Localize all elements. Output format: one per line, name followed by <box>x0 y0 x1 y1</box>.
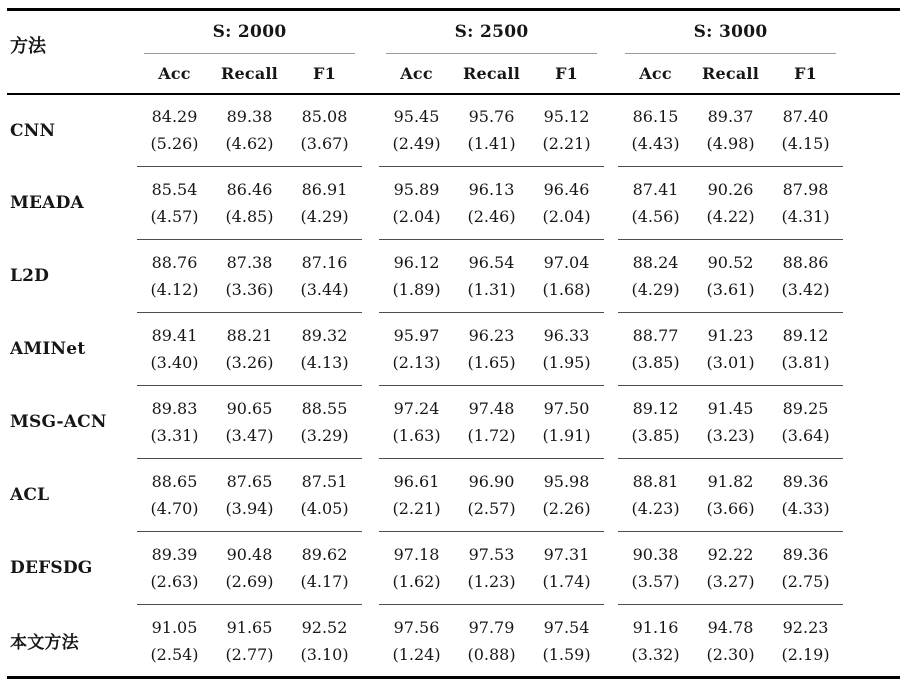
metric-value: 97.31 <box>543 545 590 564</box>
metric-cell <box>212 313 287 386</box>
metric-std: (3.26) <box>225 353 274 372</box>
metric-std: (4.85) <box>225 207 274 226</box>
metric-header-recall: Recall <box>212 54 287 94</box>
metric-value: 88.65 <box>151 472 198 491</box>
metric-cell <box>287 313 362 386</box>
metric-cell <box>454 532 529 605</box>
metric-std: (1.74) <box>542 572 591 591</box>
metric-cell <box>212 94 287 167</box>
metric-value: 89.41 <box>151 326 198 345</box>
column-gap <box>604 386 618 459</box>
table-row <box>7 605 900 678</box>
column-gap <box>843 386 900 459</box>
metric-value: 92.23 <box>782 617 829 637</box>
metric-value: 89.12 <box>632 399 679 418</box>
metric-value: 95.97 <box>393 326 440 345</box>
metric-value: 96.61 <box>393 472 440 491</box>
metric-std: (1.62) <box>392 572 441 591</box>
metric-std: (1.24) <box>392 644 441 664</box>
metric-std: (3.57) <box>631 572 680 591</box>
metric-std: (3.23) <box>706 426 755 445</box>
metric-cell <box>529 459 604 532</box>
metric-cell <box>212 167 287 240</box>
metric-std: (1.31) <box>467 280 516 299</box>
metric-cell <box>529 532 604 605</box>
column-gap <box>604 459 618 532</box>
metric-value: 95.98 <box>543 472 590 491</box>
metric-cell <box>454 94 529 167</box>
metric-std: (1.59) <box>542 644 591 664</box>
metric-std: (1.41) <box>467 134 516 154</box>
group-header-s3000: S: 3000 <box>618 10 843 54</box>
metric-std: (4.12) <box>150 280 199 299</box>
metric-std: (2.77) <box>225 644 274 664</box>
table-row <box>7 167 900 240</box>
method-column-header: 方法 <box>7 3 137 87</box>
metric-cell <box>618 386 693 459</box>
metric-value: 92.22 <box>707 545 754 564</box>
column-gap <box>604 94 618 167</box>
metric-std: (0.88) <box>467 644 516 664</box>
metric-header-recall: Recall <box>693 54 768 94</box>
metric-std: (2.19) <box>781 644 830 664</box>
metric-value: 96.33 <box>543 326 590 345</box>
metric-cell <box>379 386 454 459</box>
metric-value: 89.83 <box>151 399 198 418</box>
table-row <box>7 459 900 532</box>
metric-value: 88.81 <box>632 472 679 491</box>
metric-value: 91.16 <box>632 617 679 637</box>
metric-std: (1.68) <box>542 280 591 299</box>
column-gap <box>843 313 900 386</box>
metric-value: 88.21 <box>226 326 273 345</box>
metric-cell <box>693 605 768 678</box>
metric-cell <box>287 532 362 605</box>
method-name: MEADA <box>10 193 84 213</box>
metric-std: (3.32) <box>631 644 680 664</box>
metric-cell <box>137 386 212 459</box>
table-row <box>7 240 900 313</box>
metric-value: 97.53 <box>468 545 515 564</box>
metric-value: 89.36 <box>782 472 829 491</box>
metric-std: (4.43) <box>631 134 680 154</box>
method-name: MSG-ACN <box>10 412 107 432</box>
metric-std: (2.69) <box>225 572 274 591</box>
metric-std: (3.47) <box>225 426 274 445</box>
metric-cell <box>454 386 529 459</box>
metric-std: (3.44) <box>300 280 349 299</box>
metric-cell <box>137 605 212 678</box>
column-gap <box>843 167 900 240</box>
metric-value: 84.29 <box>151 107 198 127</box>
metric-std: (3.94) <box>225 499 274 518</box>
results-table <box>7 8 900 679</box>
metric-cell <box>529 386 604 459</box>
column-gap <box>604 313 618 386</box>
metric-value: 88.24 <box>632 253 679 272</box>
metric-value: 90.48 <box>226 545 273 564</box>
column-gap <box>362 532 379 605</box>
metric-header-acc: Acc <box>379 54 454 94</box>
metric-std: (3.31) <box>150 426 199 445</box>
metric-value: 85.08 <box>301 107 348 127</box>
metric-std: (1.63) <box>392 426 441 445</box>
metric-value: 91.05 <box>151 617 198 637</box>
metric-cell <box>212 605 287 678</box>
metric-cell <box>529 605 604 678</box>
metric-value: 96.90 <box>468 472 515 491</box>
metric-value: 96.46 <box>543 180 590 199</box>
metric-cell <box>768 94 843 167</box>
metric-value: 97.24 <box>393 399 440 418</box>
metric-std: (3.42) <box>781 280 830 299</box>
metric-cell <box>454 605 529 678</box>
metric-value: 97.50 <box>543 399 590 418</box>
metric-std: (3.67) <box>300 134 349 154</box>
metric-value: 89.37 <box>707 107 754 127</box>
metric-cell <box>693 240 768 313</box>
method-name: CNN <box>10 120 56 141</box>
column-gap <box>843 605 900 678</box>
method-name: ACL <box>10 485 50 505</box>
metric-value: 97.04 <box>543 253 590 272</box>
metric-std: (3.81) <box>781 353 830 372</box>
metric-value: 86.46 <box>226 180 273 199</box>
metric-std: (2.63) <box>150 572 199 591</box>
metric-value: 89.32 <box>301 326 348 345</box>
table-row <box>7 386 900 459</box>
metric-std: (2.30) <box>706 644 755 664</box>
metric-std: (3.29) <box>300 426 349 445</box>
metric-cell <box>287 240 362 313</box>
metric-value: 88.55 <box>301 399 348 418</box>
metric-cell <box>768 386 843 459</box>
metric-cell <box>379 313 454 386</box>
metric-std: (4.29) <box>631 280 680 299</box>
metric-value: 90.65 <box>226 399 273 418</box>
metric-std: (2.26) <box>542 499 591 518</box>
metric-cell <box>618 240 693 313</box>
metric-value: 91.82 <box>707 472 754 491</box>
metric-std: (4.70) <box>150 499 199 518</box>
metric-value: 91.23 <box>707 326 754 345</box>
metric-cell <box>379 532 454 605</box>
metric-std: (2.49) <box>392 134 441 154</box>
metric-cell <box>137 94 212 167</box>
metric-value: 91.45 <box>707 399 754 418</box>
table-row <box>7 313 900 386</box>
metric-cell <box>287 386 362 459</box>
column-gap <box>362 313 379 386</box>
metric-cell <box>768 532 843 605</box>
metric-std: (3.27) <box>706 572 755 591</box>
column-gap <box>604 10 618 94</box>
metric-cell <box>137 240 212 313</box>
metric-cell <box>768 605 843 678</box>
metric-std: (5.26) <box>150 134 199 154</box>
metric-std: (4.57) <box>150 207 199 226</box>
metric-std: (1.91) <box>542 426 591 445</box>
metric-cell <box>618 532 693 605</box>
metric-std: (1.72) <box>467 426 516 445</box>
column-gap <box>604 532 618 605</box>
column-gap <box>604 167 618 240</box>
column-gap <box>604 240 618 313</box>
metric-std: (2.21) <box>392 499 441 518</box>
metric-std: (2.21) <box>542 134 591 154</box>
metric-value: 87.51 <box>301 472 348 491</box>
metric-value: 87.98 <box>782 180 829 199</box>
metric-value: 91.65 <box>226 617 273 637</box>
metric-std: (1.65) <box>467 353 516 372</box>
metric-value: 88.77 <box>632 326 679 345</box>
metric-value: 95.89 <box>393 180 440 199</box>
metric-value: 87.65 <box>226 472 273 491</box>
table-row <box>7 532 900 605</box>
metric-value: 87.16 <box>301 253 348 272</box>
metric-cell <box>529 94 604 167</box>
metric-cell <box>768 459 843 532</box>
column-gap <box>362 459 379 532</box>
metric-std: (3.40) <box>150 353 199 372</box>
metric-cell <box>379 240 454 313</box>
metric-std: (3.85) <box>631 426 680 445</box>
metric-cell <box>287 459 362 532</box>
metric-cell <box>212 386 287 459</box>
metric-std: (4.17) <box>300 572 349 591</box>
metric-cell <box>618 605 693 678</box>
metric-cell <box>212 459 287 532</box>
method-name: DEFSDG <box>10 558 93 578</box>
metric-value: 87.38 <box>226 253 273 272</box>
metric-cell <box>618 459 693 532</box>
metric-std: (3.61) <box>706 280 755 299</box>
metric-std: (4.05) <box>300 499 349 518</box>
column-gap <box>843 94 900 167</box>
metric-std: (2.75) <box>781 572 830 591</box>
metric-cell <box>693 459 768 532</box>
metric-value: 89.25 <box>782 399 829 418</box>
metric-std: (2.57) <box>467 499 516 518</box>
column-gap <box>843 240 900 313</box>
table-body <box>7 94 900 678</box>
metric-cell <box>379 94 454 167</box>
metric-std: (2.04) <box>392 207 441 226</box>
metric-cell <box>454 240 529 313</box>
metric-value: 89.39 <box>151 545 198 564</box>
metric-value: 97.18 <box>393 545 440 564</box>
column-gap <box>362 10 379 94</box>
metric-std: (3.66) <box>706 499 755 518</box>
metric-cell <box>137 313 212 386</box>
metric-value: 90.38 <box>632 545 679 564</box>
metric-cell <box>693 532 768 605</box>
metric-value: 96.54 <box>468 253 515 272</box>
metric-cell <box>212 240 287 313</box>
metric-value: 86.91 <box>301 180 348 199</box>
metric-std: (1.89) <box>392 280 441 299</box>
metric-value: 96.12 <box>393 253 440 272</box>
metric-std: (3.85) <box>631 353 680 372</box>
metric-std: (1.23) <box>467 572 516 591</box>
metric-cell <box>768 167 843 240</box>
metric-std: (4.13) <box>300 353 349 372</box>
metric-value: 95.76 <box>468 107 515 127</box>
metric-cell <box>768 240 843 313</box>
metric-std: (2.54) <box>150 644 199 664</box>
metric-cell <box>529 313 604 386</box>
metric-cell <box>287 94 362 167</box>
metric-value: 88.76 <box>151 253 198 272</box>
metric-value: 87.41 <box>632 180 679 199</box>
metric-cell <box>137 459 212 532</box>
method-name: 本文方法 <box>10 632 79 653</box>
metric-cell <box>529 167 604 240</box>
metric-std: (3.10) <box>300 644 349 664</box>
metric-value: 96.23 <box>468 326 515 345</box>
column-gap <box>843 532 900 605</box>
metric-cell <box>529 240 604 313</box>
group-header-s2500: S: 2500 <box>379 10 604 54</box>
metric-value: 90.52 <box>707 253 754 272</box>
column-gap <box>362 240 379 313</box>
metric-value: 89.36 <box>782 545 829 564</box>
metric-cell <box>618 94 693 167</box>
metric-value: 92.52 <box>301 617 348 637</box>
column-gap <box>604 605 618 678</box>
metric-value: 86.15 <box>632 107 679 127</box>
metric-value: 89.62 <box>301 545 348 564</box>
method-name: L2D <box>10 266 50 286</box>
metric-std: (4.22) <box>706 207 755 226</box>
metric-std: (2.04) <box>542 207 591 226</box>
group-header-s2000: S: 2000 <box>137 10 362 54</box>
column-gap <box>362 94 379 167</box>
metric-std: (4.15) <box>781 134 830 154</box>
metric-cell <box>287 605 362 678</box>
metric-cell <box>379 167 454 240</box>
metric-header-f1: F1 <box>287 54 362 94</box>
metric-std: (3.64) <box>781 426 830 445</box>
metric-std: (4.98) <box>706 134 755 154</box>
table-header <box>7 10 900 94</box>
metric-cell <box>693 94 768 167</box>
metric-value: 97.54 <box>543 617 590 637</box>
metric-value: 88.86 <box>782 253 829 272</box>
metric-std: (3.01) <box>706 353 755 372</box>
metric-cell <box>137 167 212 240</box>
metric-header-acc: Acc <box>618 54 693 94</box>
metric-cell <box>618 167 693 240</box>
metric-cell <box>379 459 454 532</box>
metric-cell <box>768 313 843 386</box>
metric-value: 89.12 <box>782 326 829 345</box>
metric-std: (4.23) <box>631 499 680 518</box>
metric-value: 94.78 <box>707 617 754 637</box>
group-header-row <box>7 10 900 54</box>
metric-std: (4.31) <box>781 207 830 226</box>
metric-value: 90.26 <box>707 180 754 199</box>
metric-value: 97.79 <box>468 617 515 637</box>
metric-value: 97.48 <box>468 399 515 418</box>
metric-value: 97.56 <box>393 617 440 637</box>
metric-std: (4.33) <box>781 499 830 518</box>
metric-std: (2.13) <box>392 353 441 372</box>
metric-cell <box>454 313 529 386</box>
metric-cell <box>287 167 362 240</box>
metric-cell <box>693 313 768 386</box>
metric-cell <box>693 386 768 459</box>
metric-value: 95.45 <box>393 107 440 127</box>
column-gap <box>362 386 379 459</box>
metric-cell <box>618 313 693 386</box>
metric-cell <box>454 459 529 532</box>
column-gap <box>362 167 379 240</box>
method-name: AMINet <box>10 339 86 359</box>
metric-cell <box>379 605 454 678</box>
metric-cell <box>137 532 212 605</box>
metric-value: 85.54 <box>151 180 198 199</box>
column-gap <box>362 605 379 678</box>
column-gap <box>843 10 900 94</box>
metric-value: 96.13 <box>468 180 515 199</box>
metric-std: (4.56) <box>631 207 680 226</box>
metric-cell <box>454 167 529 240</box>
metric-value: 87.40 <box>782 107 829 127</box>
metric-value: 89.38 <box>226 107 273 127</box>
metric-header-f1: F1 <box>768 54 843 94</box>
metric-std: (2.46) <box>467 207 516 226</box>
metric-cell <box>212 532 287 605</box>
metric-std: (4.29) <box>300 207 349 226</box>
metric-header-f1: F1 <box>529 54 604 94</box>
metric-header-acc: Acc <box>137 54 212 94</box>
metric-std: (1.95) <box>542 353 591 372</box>
metric-std: (4.62) <box>225 134 274 154</box>
metric-std: (3.36) <box>225 280 274 299</box>
table-row <box>7 94 900 167</box>
metric-cell <box>693 167 768 240</box>
metric-header-row <box>7 54 900 94</box>
column-gap <box>843 459 900 532</box>
metric-value: 95.12 <box>543 107 590 127</box>
metric-header-recall: Recall <box>454 54 529 94</box>
